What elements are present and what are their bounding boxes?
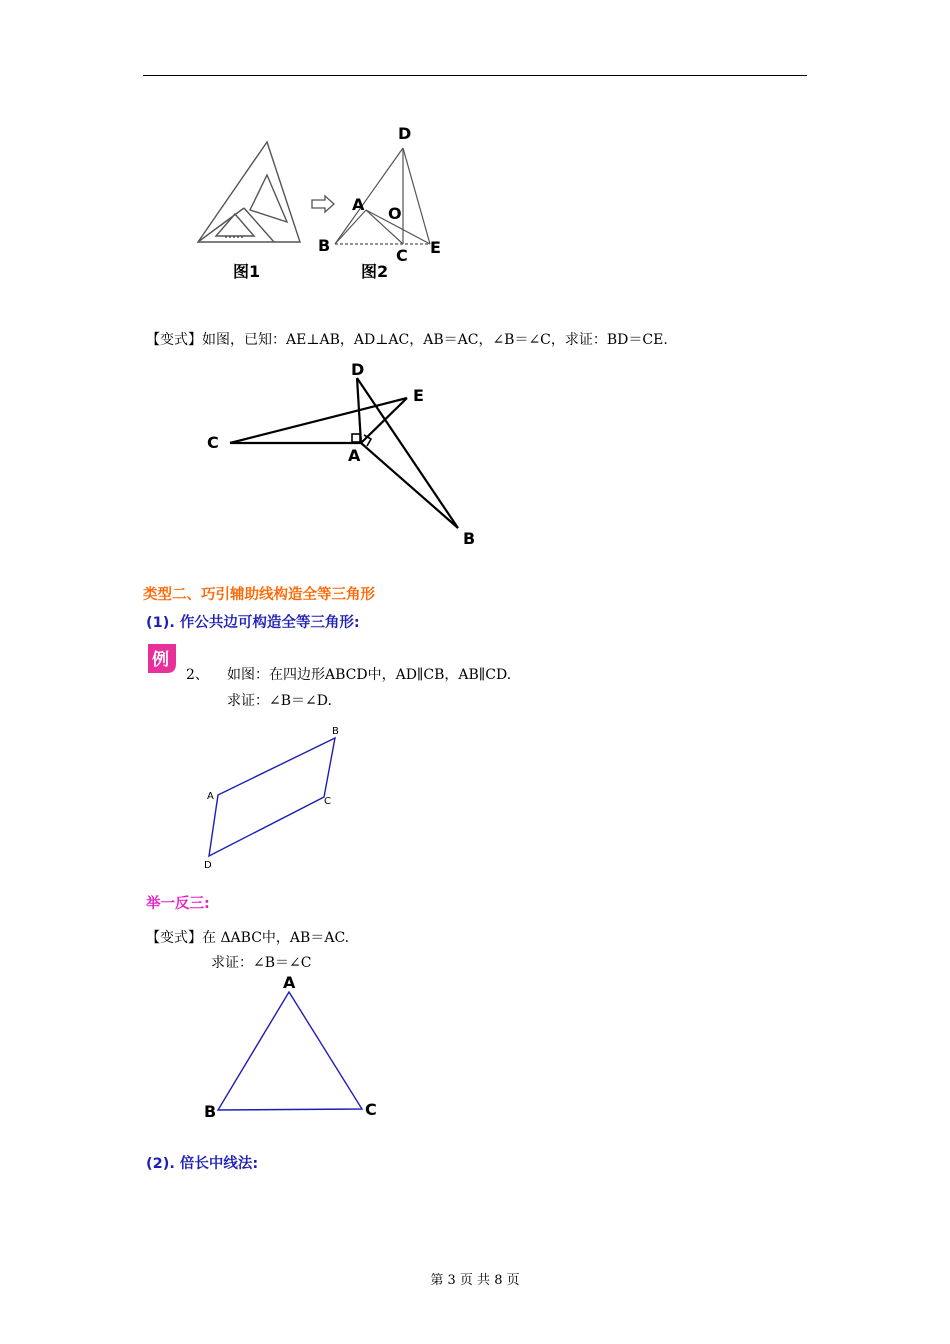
section2-heading: 类型二、巧引辅助线构造全等三角形 (143, 587, 375, 603)
quad-label-A: A (207, 791, 214, 802)
caption-fig2: 图2 (361, 262, 389, 281)
example-number: 2、 (186, 667, 209, 683)
label-E: E (430, 238, 441, 257)
page-footer: 第 3 页 共 8 页 (430, 1273, 520, 1288)
label-O: O (388, 204, 402, 223)
tri-label-C: C (365, 1100, 377, 1119)
example-text: 如图：在四边形ABCD中，AD∥CB，AB∥CD. (227, 667, 512, 683)
figure-triangle-abc (198, 972, 388, 1122)
v1-label-B: B (463, 529, 476, 548)
figure-quadrilateral (198, 722, 358, 872)
label-D: D (398, 124, 412, 143)
example-badge-text: 例 (152, 650, 169, 670)
figure-variant1 (200, 355, 490, 555)
example-badge (143, 640, 181, 676)
tri-label-B: B (204, 1102, 217, 1121)
tri-label-A: A (283, 973, 296, 992)
label-A: A (352, 195, 365, 214)
caption-fig1: 图1 (233, 262, 261, 281)
example-prove: 求证：∠B＝∠D. (227, 693, 332, 709)
practice-variant-prove: 求证：∠B＝∠C (211, 955, 312, 971)
v1-label-E: E (413, 386, 424, 405)
variant1-text: 【变式】如图，已知：AE⊥AB，AD⊥AC，AB＝AC，∠B＝∠C，求证：BD＝CE. (146, 332, 668, 348)
label-C: C (396, 246, 408, 265)
practice-heading: 举一反三: (146, 896, 210, 912)
figure-triangle-rulers (190, 120, 460, 290)
label-B: B (318, 236, 331, 255)
quad-label-B: B (332, 726, 339, 737)
section2-sub1: (1). 作公共边可构造全等三角形: (146, 615, 360, 631)
v1-label-A: A (348, 446, 361, 465)
quad-label-D: D (204, 860, 212, 871)
practice-variant-text: 【变式】在 ΔABC中，AB＝AC. (146, 930, 350, 946)
header-rule (143, 75, 807, 76)
quad-label-C: C (324, 796, 331, 807)
v1-label-D: D (351, 360, 365, 379)
section2-sub2: (2). 倍长中线法: (146, 1156, 259, 1172)
v1-label-C: C (207, 433, 219, 452)
